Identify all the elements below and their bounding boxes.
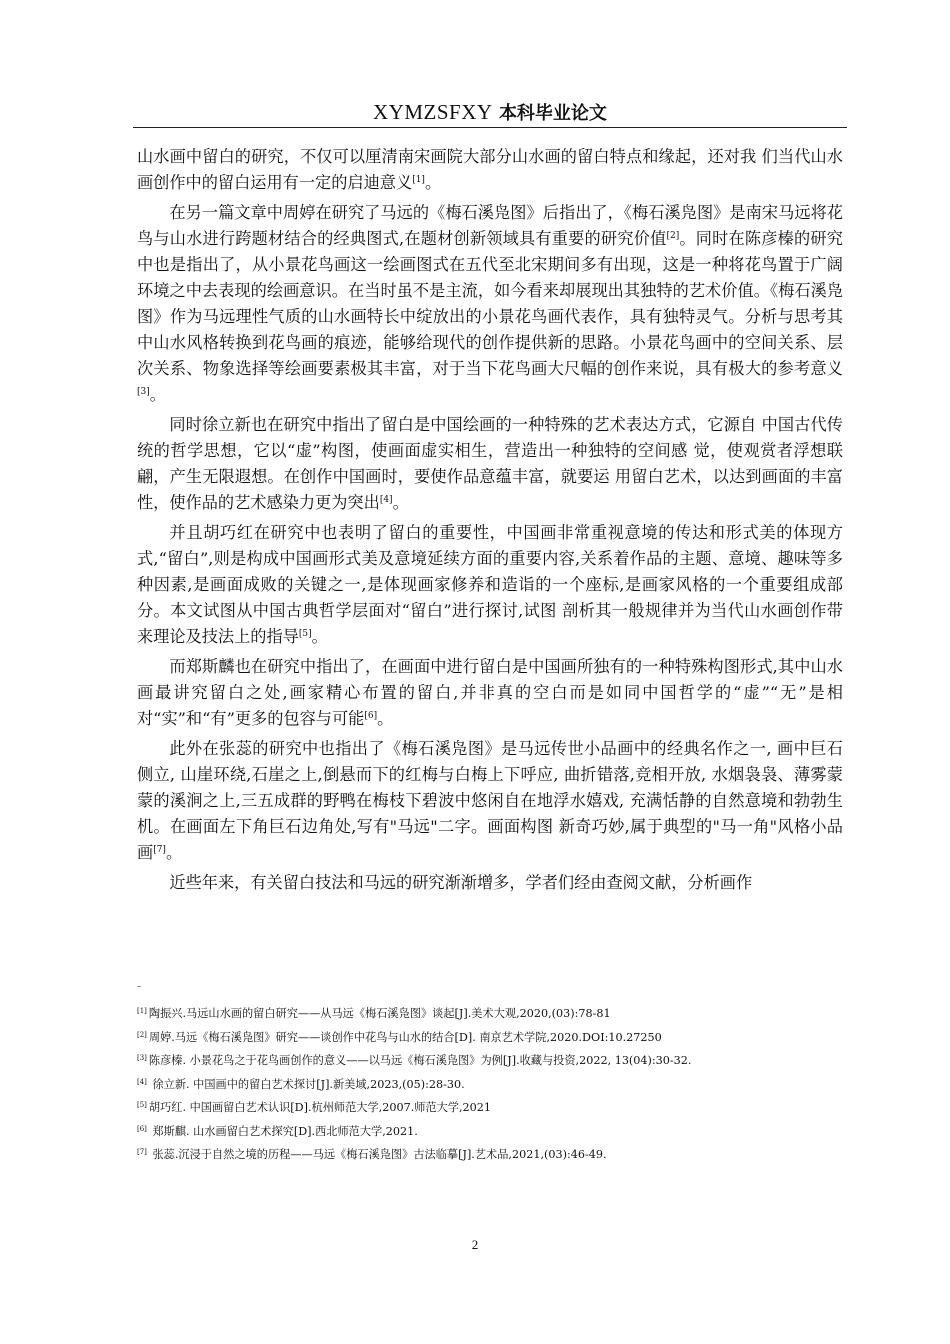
footnotes xyxy=(137,1002,847,1167)
paragraph-tail: 。 xyxy=(311,627,328,646)
footnote-text: 徐立新. 中国画中的留白艺术探讨[J].新美域,2023,(05):28-30. xyxy=(148,1077,465,1091)
footnote-3 xyxy=(137,1049,847,1073)
paragraph-text: 。同时在陈彦榛的研究中也是指出了，从小景花鸟画这一绘画图式在五代至北宋期间多有出现，这是一种将花鸟置于广阔环境之中去表现的绘画意识。在当时虽不是主流，如今看来却展现出其独特的艺术价值。《梅石溪凫图》作为马远理性气质的山水画特长中绽放出的小景花鸟画代表作，具有独特灵气。分析与思考其中山水风格转换到花鸟画的痕迹，能够给现代的创作提供新的思路。小景花鸟画中的空间关系、层次关系、物象选择等绘画要素极其丰富，对于当下花鸟画大尺幅的创作来说，具有极大的参考意义 xyxy=(137,229,843,378)
footnote-text: 胡巧红. 中国画留白艺术认识[D].杭州师范大学,2007.师范大学,2021 xyxy=(148,1101,492,1114)
paragraph-tail: 。 xyxy=(424,173,442,192)
footnote-7 xyxy=(137,1143,847,1167)
footnote-2 xyxy=(137,1026,847,1050)
paragraph-4 xyxy=(137,520,843,650)
footnote-text: 周婷.马远《梅石溪凫图》研究——谈创作中花鸟与山水的结合[D]. 南京艺术学院,2020.DOI:10.27250 xyxy=(148,1030,662,1044)
footnote-number: [1] xyxy=(137,1007,147,1015)
citation-ref: [5] xyxy=(298,629,312,639)
body-text xyxy=(137,144,843,900)
footnote-number: [5] xyxy=(137,1101,147,1109)
footnote-text: 陈彦榛. 小景花鸟之于花鸟画创作的意义——以马远《梅石溪凫图》为例[J].收藏与投资,2022, 13(04):30-32. xyxy=(148,1054,692,1067)
footnote-number: [7] xyxy=(137,1148,147,1156)
citation-ref: [7] xyxy=(153,845,166,855)
citation-ref: [1] xyxy=(412,175,425,185)
footnote-text: 陶振兴.马远山水画的留白研究——从马远《梅石溪凫图》谈起[J].美术大观,2020,(03):78-81 xyxy=(148,1007,611,1020)
citation-ref: [2] xyxy=(666,231,680,241)
footnote-number: [3] xyxy=(137,1054,147,1062)
paragraph-text: 近些年来，有关留白技法和马远的研究渐渐增多，学者们经由查阅文献，分析画作 xyxy=(169,873,753,892)
paragraph-tail: 。 xyxy=(377,709,394,728)
header-rule xyxy=(133,127,847,128)
footnote-number: [4] xyxy=(137,1077,147,1086)
header-title-cjk: 本科毕业论文 xyxy=(498,103,607,124)
footnote-number: [2] xyxy=(137,1030,147,1039)
citation-ref: [4] xyxy=(379,495,393,505)
paragraph-1 xyxy=(137,144,843,196)
paragraph-tail: 。 xyxy=(149,385,166,404)
paragraph-6 xyxy=(137,736,843,866)
paragraph-2 xyxy=(137,200,843,408)
footnote-6 xyxy=(137,1120,847,1144)
paragraph-5 xyxy=(137,654,843,732)
paragraph-tail: 。 xyxy=(392,493,409,512)
footnote-text: 张蕊.沉浸于自然之境的历程——马远《梅石溪凫图》古法临摹[J].艺术品,2021,(03):46-49. xyxy=(148,1148,607,1161)
footnote-text: 郑斯麒. 山水画留白艺术探究[D].西北师范大学,2021. xyxy=(148,1124,418,1138)
page-header xyxy=(133,98,847,126)
footnote-number: [6] xyxy=(137,1124,147,1133)
paragraph-text: 山水画中留白的研究，不仅可以厘清南宋画院大部分山水画的留白特点和缘起，还对我 们当代山水画创作中的留白运用有一定的启迪意义 xyxy=(137,147,843,192)
footnote-4 xyxy=(137,1073,847,1097)
citation-ref: [6] xyxy=(364,711,378,721)
paragraph-tail: 。 xyxy=(165,843,183,862)
paragraph-text: 而郑斯麟也在研究中指出了，在画面中进行留白是中国画所独有的一种特殊构图形式,其中山水画最讲究留白之处,画家精心布置的留白,并非真的空白而是如同中国哲学的“虚”“无”是相对“实”和“有”更多的包容与可能 xyxy=(137,657,843,728)
paragraph-3 xyxy=(137,412,843,516)
paragraph-text: 此外在张蕊的研究中也指出了《梅石溪凫图》是马远传世小品画中的经典名作之一, 画中巨石侧立, 山崖环绕,石崖之上,倒悬而下的红梅与白梅上下呼应, 曲折错落,竞相开放, 水烟袅袅、薄雾蒙蒙的溪涧之上,三五成群的野鸭在梅枝下碧波中悠闲自在地浮水嬉戏, 充满恬静的自然意境和勃勃生机。在画面左下角巨石边角处,写有"马远"二字。画面构图 新奇巧妙,属于典型的"马一角"风格小品画 xyxy=(137,739,843,862)
citation-ref: [3] xyxy=(137,387,150,397)
paragraph-text: 并且胡巧红在研究中也表明了留白的重要性，中国画非常重视意境的传达和形式美的体现方式,“留白”,则是构成中国画形式美及意境延续方面的重要内容,关系着作品的主题、意境、趣味等多种因素,是画面成败的关键之一,是体现画家修养和造诣的一个座标,是画家风格的一个重要组成部分。本文试图从中国古典哲学层面对“留白”进行探讨,试图 剖析其一般规律并为当代山水画创作带来理论及技法上的指导 xyxy=(137,523,843,646)
footnote-5 xyxy=(137,1096,847,1120)
page-number: 2 xyxy=(471,1237,479,1252)
paragraph-7 xyxy=(137,870,843,896)
header-title-latin: XYMZSFXY xyxy=(373,100,493,124)
footnote-1 xyxy=(137,1002,847,1026)
paragraph-text: 同时徐立新也在研究中指出了留白是中国绘画的一种特殊的艺术表达方式，它源自 中国古代传统的哲学思想，它以“虚”构图，使画面虚实相生，营造出一种独特的空间感 觉，使观赏者浮想联翩，产生无限遐想。在创作中国画时，要使作品意蕴丰富，就要运 用留白艺术，以达到画面的丰富性，使作品的艺术感染力更为突出 xyxy=(137,415,843,512)
footnote-separator xyxy=(137,986,141,987)
paragraph-text: 在另一篇文章中周婷在研究了马远的《梅石溪凫图》后指出了，《梅石溪凫图》是南宋马远将花鸟与山水进行跨题材结合的经典图式,在题材创新领域具有重要的研究价值 xyxy=(137,203,843,248)
